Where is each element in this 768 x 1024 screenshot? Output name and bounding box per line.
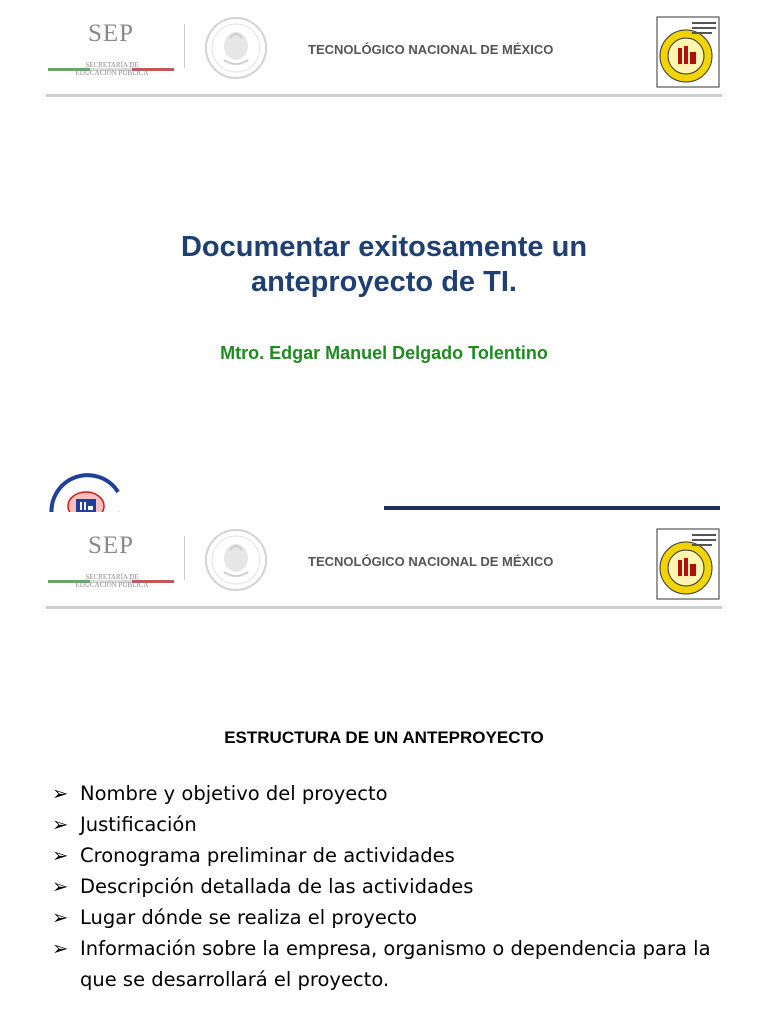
list-item (52, 840, 732, 871)
mexico-seal-icon (204, 16, 268, 80)
arrow-bullet-icon: ➢ (52, 937, 69, 960)
arrow-bullet-icon: ➢ (52, 844, 69, 867)
slide-header (0, 0, 768, 100)
slide-structure (0, 512, 768, 1024)
list-item (52, 902, 732, 933)
list-item-text: Cronograma preliminar de actividades (80, 844, 455, 867)
author-name: Mtro. Edgar Manuel Delgado Tolentino (220, 343, 548, 363)
header-divider (184, 536, 185, 580)
institution-title: TECNOLÓGICO NACIONAL DE MÉXICO (308, 554, 554, 569)
bullet-list (52, 778, 732, 995)
stripe-navy (384, 506, 720, 510)
list-item-text: Justificación (80, 813, 197, 836)
header-rule (46, 94, 722, 97)
title-line-2: anteproyecto de TI. (251, 266, 517, 298)
title-line-1: Documentar exitosamente un (180, 231, 588, 263)
sep-logo-text: SEP (88, 20, 135, 47)
dept-logo-icon (40, 462, 130, 512)
institution-title: TECNOLÓGICO NACIONAL DE MÉXICO (308, 42, 554, 57)
arrow-bullet-icon: ➢ (52, 813, 69, 836)
list-item-text: Descripción detallada de las actividades (80, 875, 474, 898)
itl-badge-icon (656, 16, 720, 88)
sep-logo-icon (48, 532, 174, 588)
arrow-bullet-icon: ➢ (52, 906, 69, 929)
list-item (52, 871, 732, 902)
sep-logo-text: SEP (88, 532, 135, 559)
presentation-title (0, 230, 768, 300)
section-title: ESTRUCTURA DE UN ANTEPROYECTO (224, 728, 544, 747)
sep-logo-icon (48, 20, 174, 76)
list-item-text: Nombre y objetivo del proyecto (80, 782, 388, 805)
arrow-bullet-icon: ➢ (52, 782, 69, 805)
mexico-seal-icon (204, 528, 268, 592)
header-divider (184, 24, 185, 68)
slide-header (0, 512, 768, 612)
sep-subtitle: SECRETARÍA DE EDUCACIÓN PÚBLICA (75, 573, 149, 589)
header-rule (46, 606, 722, 609)
list-item-text: Información sobre la empresa, organismo o dependencia para la que se desarrollará el proyecto. (80, 937, 711, 991)
list-item-text: Lugar dónde se realiza el proyecto (80, 906, 418, 929)
arrow-bullet-icon: ➢ (52, 875, 69, 898)
list-item (52, 933, 732, 995)
sep-subtitle: SECRETARÍA DE EDUCACIÓN PÚBLICA (75, 61, 149, 77)
itl-badge-icon (656, 528, 720, 600)
list-item (52, 809, 732, 840)
list-item (52, 778, 732, 809)
